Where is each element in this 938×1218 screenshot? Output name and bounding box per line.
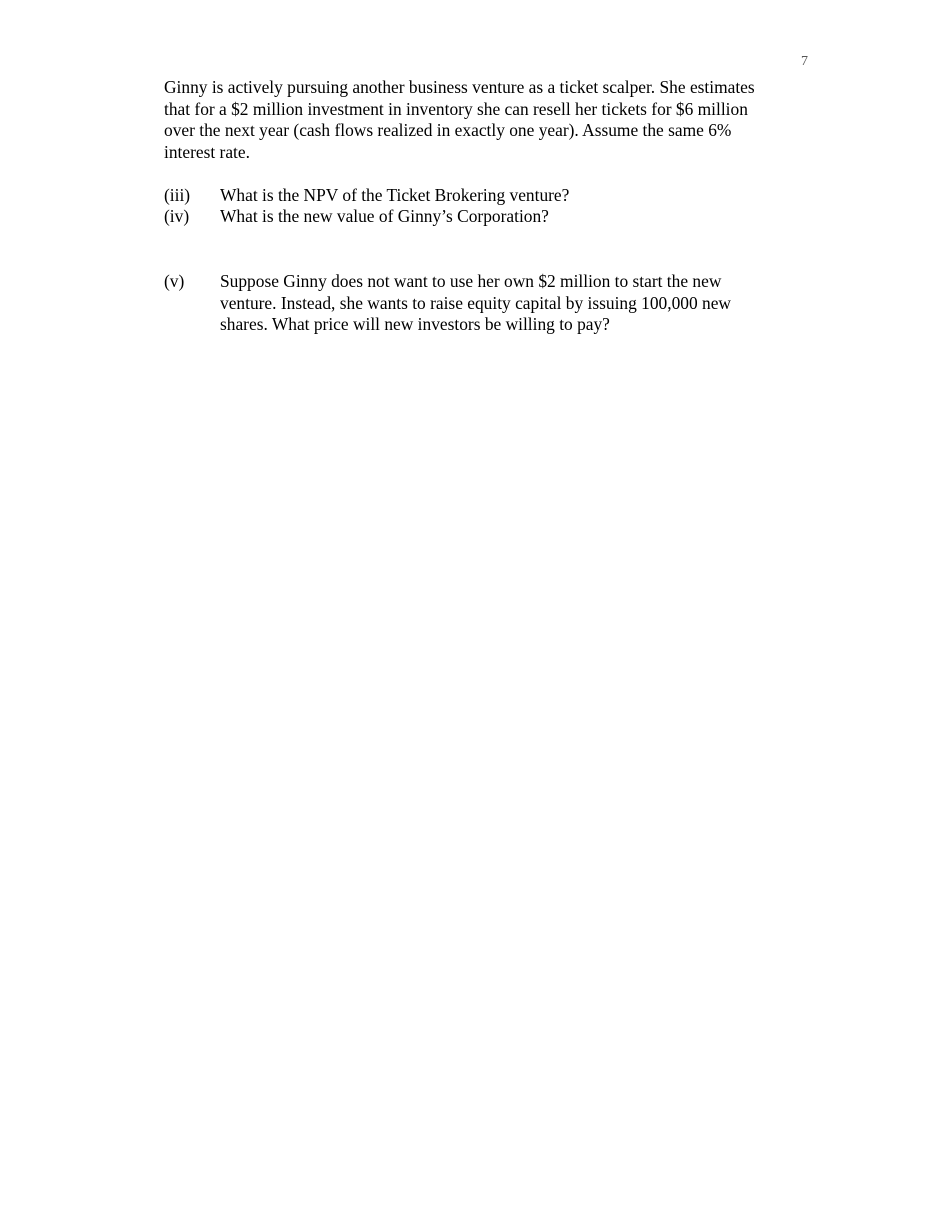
question-number: (v) (164, 271, 185, 291)
question-line: What is the NPV of the Ticket Brokering venture? (220, 185, 570, 205)
question-text (220, 185, 814, 206)
question-text (220, 271, 814, 336)
question-v (164, 271, 814, 336)
question-line: shares. What price will new investors be willing to pay? (220, 314, 610, 334)
intro-line: over the next year (cash flows realized in exactly one year). Assume the same 6% (164, 120, 732, 140)
question-text (220, 206, 814, 227)
intro-line: that for a $2 million investment in inventory she can resell her tickets for $6 million (164, 98, 748, 119)
question-number: (iii) (164, 185, 191, 205)
intro-paragraph (164, 77, 814, 163)
question-list (164, 185, 814, 227)
question-number: (iv) (164, 206, 190, 226)
question-iii (164, 185, 814, 206)
intro-line: Ginny is actively pursuing another business venture as a ticket scalper. She estimates (164, 77, 755, 97)
question-line: Suppose Ginny does not want to use her own $2 million to start the new (220, 271, 722, 291)
question-line: What is the new value of Ginny’s Corporation? (220, 206, 549, 226)
question-v-block (164, 271, 814, 336)
page-number: 7 (801, 54, 808, 69)
question-iv (164, 206, 814, 227)
intro-line: interest rate. (164, 141, 250, 162)
question-line: venture. Instead, she wants to raise equity capital by issuing 100,000 new (220, 292, 731, 313)
